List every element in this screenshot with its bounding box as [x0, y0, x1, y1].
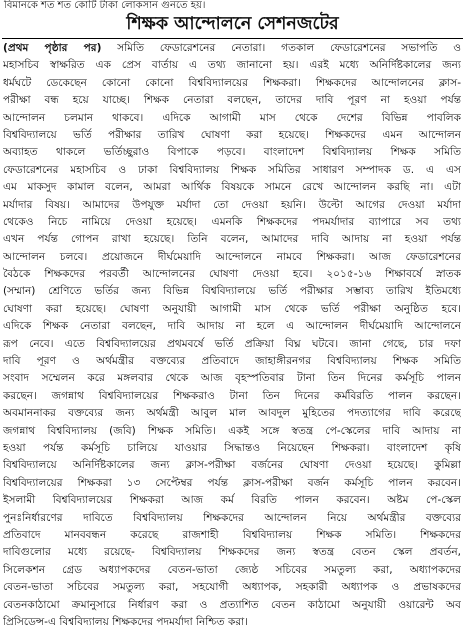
continuation-label: (প্রথম পৃষ্ঠার পর) [3, 42, 102, 54]
body-line: হওয়া পর্যন্ত কর্মসূচি চালিয়ে যাওয়ার সিদ্ধান্তও নিয়েছেন শিক্ষকরা। বাংলাদেশ কৃষি [3, 441, 461, 454]
body-line-first [3, 40, 461, 57]
body-line: ঘোষণা করা হয়েছে। ঘোষণা অনুযায়ী আগামী মাস থেকে ভর্তি পরীক্ষা অনুষ্ঠিত হবে। [3, 302, 461, 315]
body-line: বিশ্ববিদ্যালয়ে অনির্দিষ্টকালের জন্য ক্লাস-পরীক্ষা বর্জনের ঘোষণা দেওয়া হয়েছে। কুমিল্লা [3, 459, 461, 472]
body-line: সংবাদ সম্মেলন করে মঙ্গলবার থেকে আজ বৃহস্পতিবার টানা তিন দিনের কর্মসূচি পালন [3, 372, 461, 385]
clipped-previous-article-line: বিমানকে শত শত কোটি টাকা লোকসান গুনতে হয়। [4, 0, 206, 11]
body-line: আন্দোলন চলমান থাকবে। এদিকে আগামী মাস থেকে দেশের বিভিন্ন পাবলিক [3, 111, 461, 124]
body-line: দাবিগুলোর মধ্যে রয়েছে- বিশ্ববিদ্যালয় শিক্ষকদের জন্য স্বতন্ত্র বেতন স্কেল প্রবর্তন, [3, 546, 461, 559]
body-line: বেতনকাঠামো ক্রমানুসারে নির্ধারণ করা ও প্রত্যাশিত বেতন কাঠামো অনুযায়ী ওয়ারেন্ট অব [3, 598, 461, 611]
body-line: জগন্নাথ বিশ্ববিদ্যালয় (জবি) শিক্ষক সমিতি। একই সঙ্গে স্বতন্ত্র পে-স্কেলের দাবি আদায় না [3, 424, 461, 437]
body-line: এখন পর্যন্ত গোপন রাখা হয়েছে। তিনি বলেন, আমাদের দাবি আদায় না হওয়া পর্যন্ত [3, 233, 461, 246]
body-line: পরীক্ষা বন্ধ হয়ে যাচ্ছে। শিক্ষক নেতারা বলছেন, তাদের দাবি পূরণ না হওয়া পর্যন্ত [3, 94, 461, 107]
body-line: এম মাকসুদ কামাল বলেন, আমরা আর্থিক বিষয়কে সামনে রেখে আন্দোলন করছি না। এটা [3, 181, 461, 194]
body-line: সিলেকশন গ্রেড অধ্যাপকদের বেতন-ভাতা জ্যেষ্ঠ সচিবের সমতুল্য করা, অধ্যাপকদের [3, 563, 461, 576]
body-line: মহাসচিব স্বাক্ষরিত এক প্রেস বার্তায় এ তথ্য জানানো হয়। এরই মধ্যে অনির্দিষ্টকালের জন্য [3, 59, 461, 72]
body-line: বেতন-ভাতা সচিবের সমতুল্য করা, সহযোগী অধ্যাপক, সহকারী অধ্যাপক ও প্রভাষকদের [3, 581, 461, 594]
body-line: পুনঃনির্ধারণের দাবিতে বিশ্ববিদ্যালয় শিক্ষকদের আন্দোলন নিয়ে অর্থমন্ত্রীর বক্তব্যের [3, 511, 461, 524]
body-line: থেকেও নিচে নামিয়ে দেওয়া হয়েছে। এমনকি শিক্ষকদের পদমর্যাদার ব্যাপারে সব তথ্য [3, 215, 461, 228]
body-line: প্রতিবাদে মানববন্ধন করেছে রাজশাহী বিশ্ববিদ্যালয় শিক্ষক সমিতি। শিক্ষকদের [3, 528, 461, 541]
article-body [3, 40, 461, 631]
headline-divider [2, 38, 463, 39]
body-line: বিশ্ববিদ্যালয়ের শিক্ষকরা ১৩ সেপ্টেম্বর পর্যন্ত ক্লাস-পরীক্ষা বর্জন কর্মসূচি পালন করবেন। [3, 476, 461, 489]
body-line: (সম্মান) শ্রেণিতে ভর্তির জন্য বিভিন্ন বিশ্ববিদ্যালয়ে ভর্তি পরীক্ষার সম্ভাব্য তারিখ ইতিমধ্যে [3, 285, 461, 298]
body-line: ধর্মঘটে ডেকেছেন কোনো কোনো বিশ্ববিদ্যালয়ের শিক্ষকরা। শিক্ষকদের আন্দোলনের ক্লাস- [3, 76, 461, 89]
body-line-text: সমিতি ফেডারেশনের নেতারা। গতকাল ফেডারেশনের সভাপতি ও [101, 42, 461, 54]
body-line: বৈঠকে শিক্ষকদের পরবর্তী আন্দোলনের ঘোষণা দেওয়া হবে। ২০১৫-১৬ শিক্ষাবর্ষে স্নাতক [3, 268, 461, 281]
body-line: ফেডারেশনের মহাসচিব ও ঢাকা বিশ্ববিদ্যালয় শিক্ষক সমিতির সাধারণ সম্পাদক ড. এ এস [3, 163, 461, 176]
body-line: ইসলামী বিশ্ববিদ্যালয়ের শিক্ষকরা আজ কর্ম বিরতি পালন করবেন। অষ্টম পে-স্কেল [3, 494, 461, 507]
body-line: রূপ নেবে। এতে বিশ্ববিদ্যালয়ের প্রথমবর্ষে ভর্তি প্রক্রিয়া বিঘ্ন ঘটবে। জানা গেছে, চার দফা [3, 337, 461, 350]
body-line: এদিকে শিক্ষক নেতারা বলছেন, দাবি আদায় না হলে এ আন্দোলন দীর্ঘমেয়াদি আন্দোলনে [3, 320, 461, 333]
body-line: করছেন। জগন্নাথ বিশ্ববিদ্যালয়ের শিক্ষকরাও টানা তিন দিনের কর্মবিরতি পালন করছেন। [3, 389, 461, 402]
article-headline: শিক্ষক আন্দোলনে সেশনজটের [126, 14, 339, 34]
body-line: আন্দোলন চলবে। প্রয়োজনে দীর্ঘমেয়াদি আন্দোলনে নামবে শিক্ষকরা। আজ ফেডারেশনের [3, 250, 461, 263]
body-line: অবমাননাকর বক্তব্যের জন্য অর্থমন্ত্রী আবুল মাল আবদুল মুহিতের পদত্যাগের দাবি করেছে [3, 407, 461, 420]
body-line: প্রিসিডেন্স-এ বিশ্ববিদ্যালয় শিক্ষকদের পদমর্যাদা নিশ্চিত করা। [3, 615, 248, 628]
body-line: বিশ্ববিদ্যালয়ে ভর্তি পরীক্ষার তারিখ ঘোষণা করা হয়েছে। শিক্ষকদের এমন আন্দোলন [3, 128, 461, 141]
body-line: অব্যাহত থাকলে ভর্তিচ্ছুরাও বিপাকে পড়বে। বাংলাদেশ বিশ্ববিদ্যালয় শিক্ষক সমিতি [3, 146, 461, 159]
body-line: দাবি পূরণ ও অর্থমন্ত্রীর বক্তব্যের প্রতিবাদে জাহাঙ্গীরনগর বিশ্ববিদ্যালয় শিক্ষক সমিতি [3, 355, 461, 368]
body-line: মর্যাদার বিষয়। আমাদের উপযুক্ত মর্যাদা তো দেওয়া হয়নি। উল্টো আগের দেওয়া মর্যাদা [3, 198, 461, 211]
